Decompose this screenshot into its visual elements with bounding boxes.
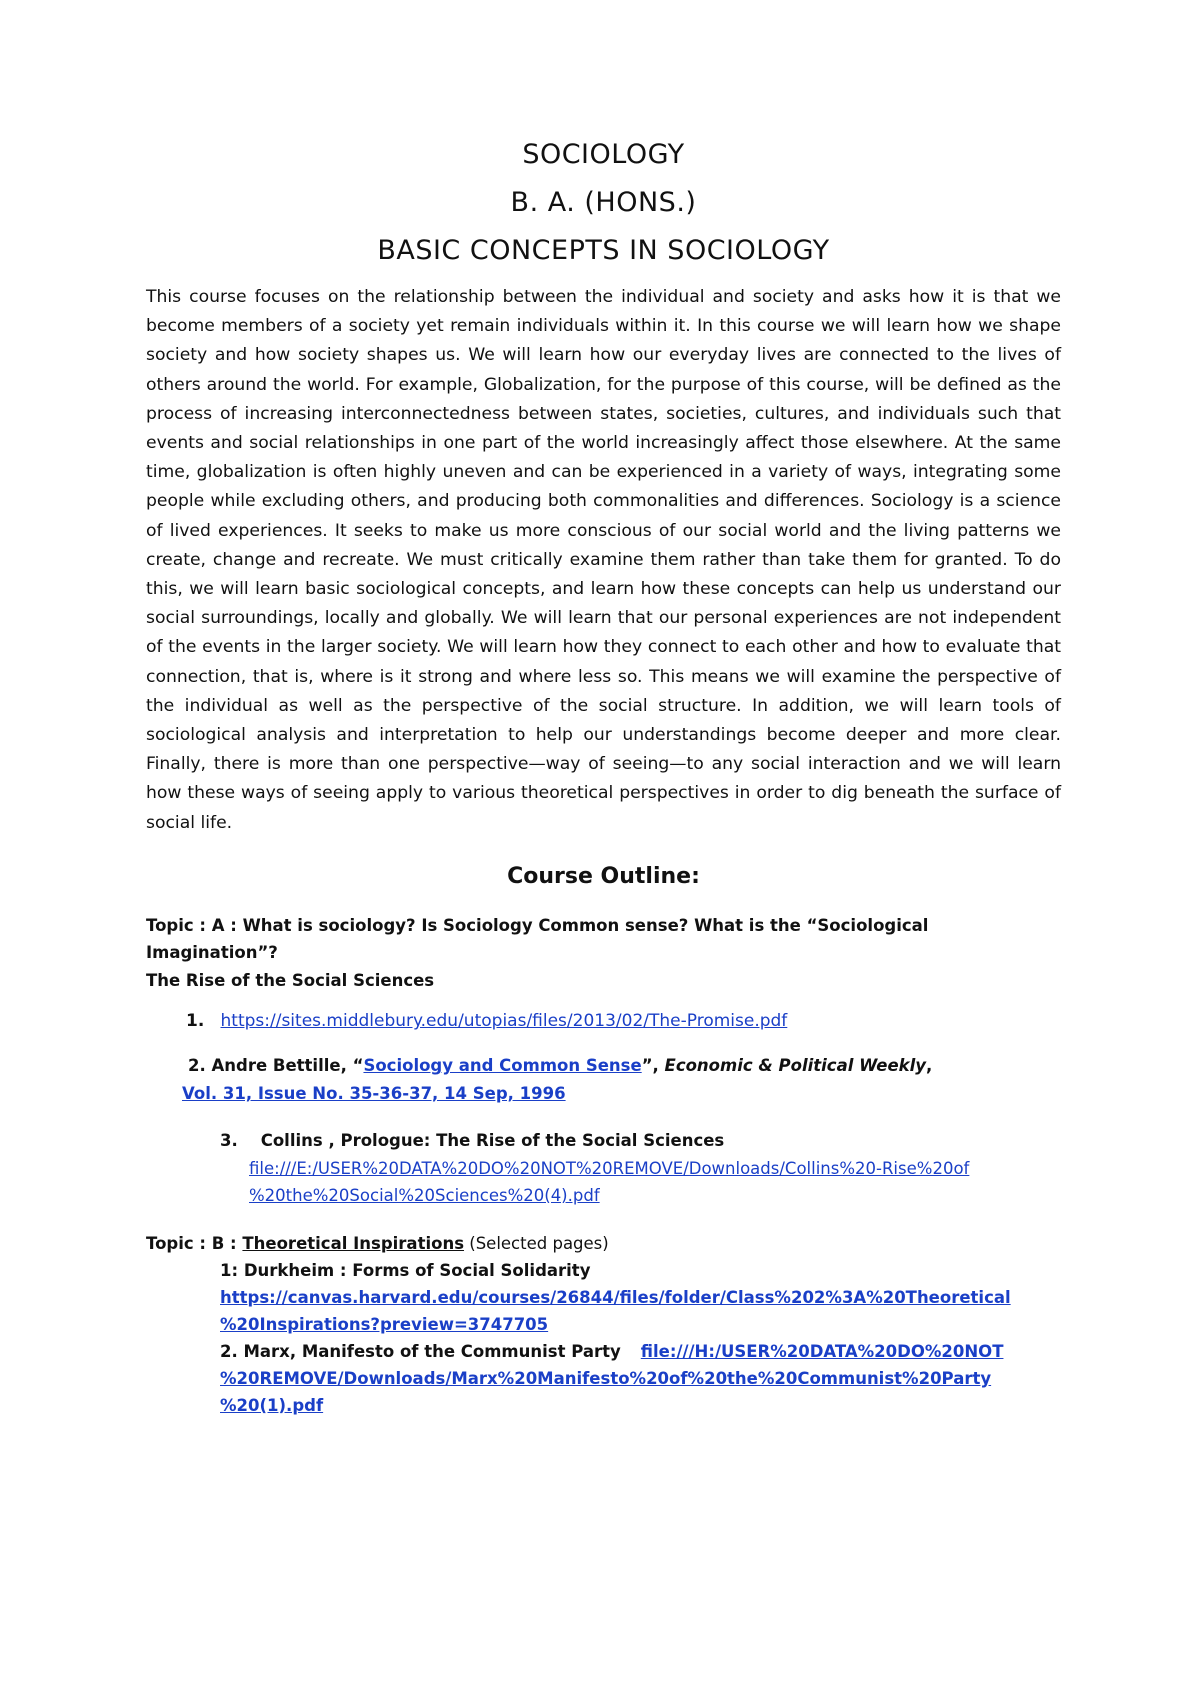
course-subject-title: SOCIOLOGY	[522, 139, 685, 170]
durkheim-reading: 1: Durkheim : Forms of Social Solidarity	[220, 1260, 591, 1280]
topic-b-section	[146, 1230, 1061, 1419]
course-description: This course focuses on the relationship between the individual and society and asks how it is that we become members of a society yet remain individuals within it. In this course we will learn how we shape society and how society shapes us. We will learn how our everyday lives are connected to the lives of others around the world. For example, Globalization, for the purpose of this course, will be defined as the process of increasing interconnectedness between states, societies, cultures, and individuals such that events and social relationships in one part of the world increasingly affect those elsewhere. At the same time, globalization is often highly uneven and can be experienced in a variety of ways, integrating some people while excluding others, and producing both commonalities and differences. Sociology is a science of lived experiences. It seeks to make us more conscious of our social world and the living patterns we create, change and recreate. We must critically examine them rather than take them for granted. To do this, we will learn basic sociological concepts, and learn how these concepts can help us understand our social surroundings, locally and globally. We will learn that our personal experiences are not independent of the events in the larger society. We will learn how they connect to each other and how to evaluate that connection, that is, where is it strong and where less so. This means we will examine the perspective of the individual as well as the perspective of the social structure. In addition, we will learn tools of sociological analysis and interpretation to help our understandings become deeper and more clear. Finally, there is more than one perspective—way of seeing—to any social interaction and we will learn how these ways of seeing apply to various theoretical perspectives in order to dig beneath the surface of social life.	[146, 287, 1061, 833]
topic-b-title: Theoretical Inspirations	[242, 1233, 465, 1253]
topic-a-line1: Topic : A : What is sociology? Is Sociology Common sense? What is the “Sociological Imagination”?	[146, 915, 929, 963]
sociology-common-sense-link[interactable]: Sociology and Common Sense	[363, 1056, 642, 1076]
course-outline-heading: Course Outline:	[507, 863, 700, 889]
reading-2-prefix: 2. Andre Bettille, “	[188, 1056, 364, 1076]
epw-volume-link[interactable]: Vol. 31, Issue No. 35-36-37, 14 Sep, 1996	[182, 1083, 566, 1103]
document-page	[146, 140, 1061, 1419]
topic-a-heading	[146, 912, 1061, 995]
reading-number: 1.	[186, 1011, 205, 1032]
marx-reading: 2. Marx, Manifesto of the Communist Party	[220, 1341, 621, 1361]
degree-title: B. A. (HONS.)	[510, 187, 697, 218]
durkheim-link-line2[interactable]: %20Inspirations?preview=3747705	[220, 1314, 549, 1334]
reading-number: 3.	[220, 1131, 238, 1151]
topic-a-reading-2	[182, 1052, 1061, 1107]
collins-prologue-title: Collins , Prologue: The Rise of the Social Sciences	[260, 1131, 725, 1151]
reading-2-suffix: ,	[926, 1056, 933, 1076]
collins-file-link-line1[interactable]: file:///E:/USER%20DATA%20DO%20NOT%20REMOVE/Downloads/Collins%20-Rise%20of	[249, 1158, 970, 1178]
topic-a-line2: The Rise of the Social Sciences	[146, 970, 435, 990]
durkheim-link-line1[interactable]: https://canvas.harvard.edu/courses/26844/files/folder/Class%202%3A%20Theoretical	[220, 1287, 1011, 1307]
promise-pdf-link[interactable]: https://sites.middlebury.edu/utopias/files/2013/02/The-Promise.pdf	[220, 1011, 788, 1032]
topic-a-reading-3	[220, 1127, 1061, 1210]
marx-link-line2[interactable]: %20REMOVE/Downloads/Marx%20Manifesto%20of%20the%20Communist%20Party	[220, 1368, 992, 1388]
topic-a-reading-1	[186, 1008, 1061, 1034]
reading-2-mid: ”,	[641, 1056, 665, 1076]
marx-link-line3[interactable]: %20(1).pdf	[220, 1395, 324, 1415]
journal-name: Economic & Political Weekly	[664, 1056, 927, 1076]
collins-file-link-line2[interactable]: %20the%20Social%20Sciences%20(4).pdf	[249, 1186, 600, 1206]
topic-b-suffix: (Selected pages)	[464, 1233, 609, 1253]
topic-b-prefix: Topic : B :	[146, 1233, 243, 1253]
marx-link-line1[interactable]: file:///H:/USER%20DATA%20DO%20NOT	[640, 1341, 1004, 1361]
course-title: BASIC CONCEPTS IN SOCIOLOGY	[377, 235, 830, 266]
